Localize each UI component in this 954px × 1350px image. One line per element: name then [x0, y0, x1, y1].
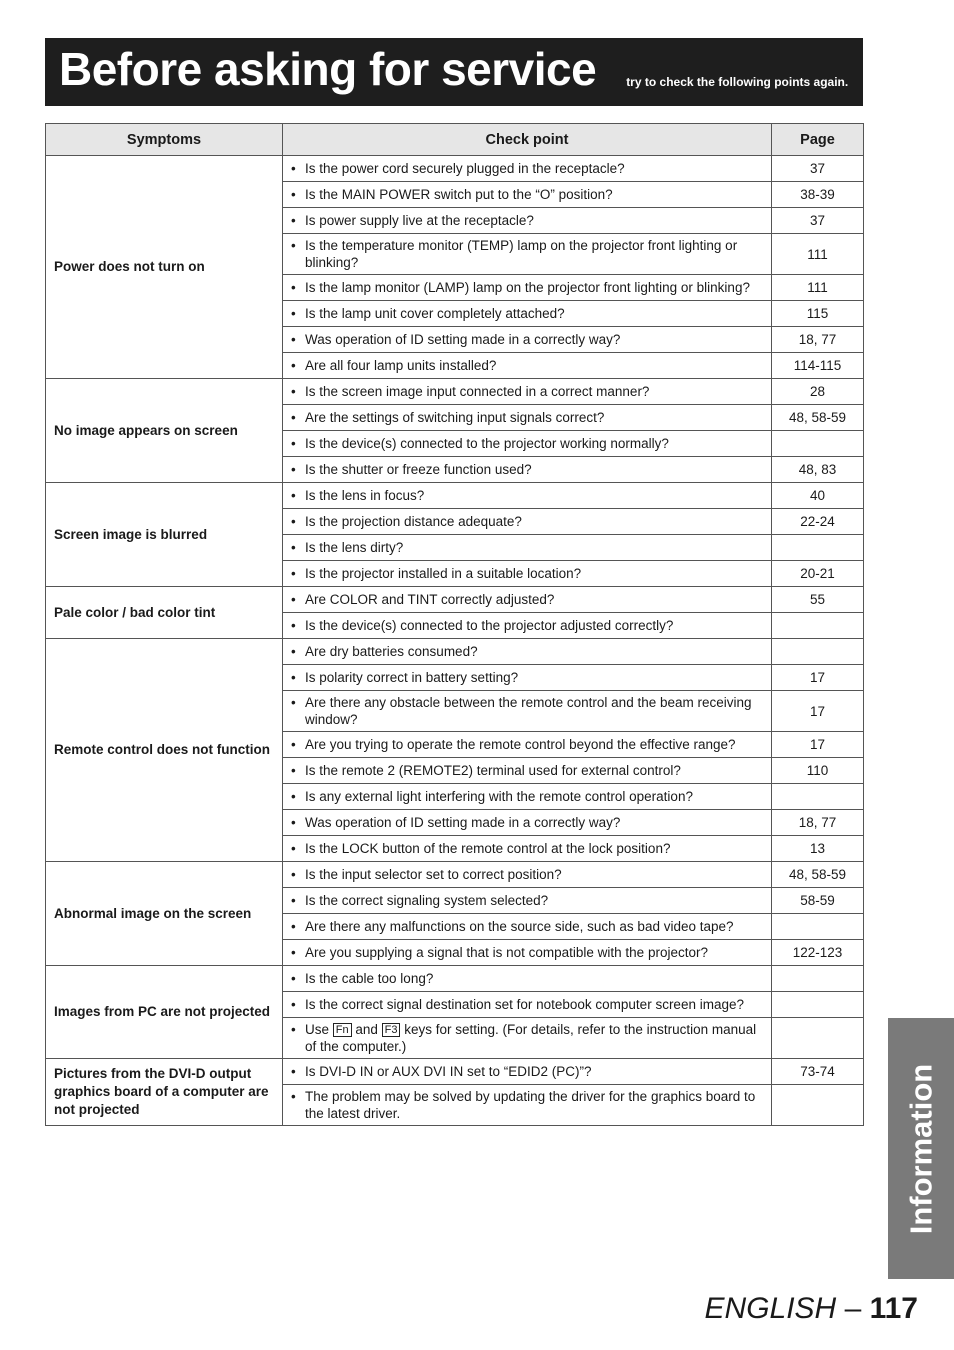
page-ref-cell: 37: [772, 156, 864, 182]
bullet-icon: •: [291, 893, 296, 908]
page-subtitle: try to check the following points again.: [626, 75, 849, 89]
symptom-cell: Pictures from the DVI-D output graphics board of a computer are not projected: [46, 1059, 283, 1126]
page-ref-cell: 48, 83: [772, 457, 864, 483]
check-point-text: Is the projection distance adequate?: [305, 514, 522, 529]
check-point-text: Is the remote 2 (REMOTE2) terminal used for external control?: [305, 763, 681, 778]
bullet-icon: •: [291, 763, 296, 778]
bullet-icon: •: [291, 566, 296, 581]
table-row: [46, 966, 864, 992]
check-item: [291, 591, 765, 608]
check-item: [291, 970, 765, 987]
check-point-text: Is the device(s) connected to the projector adjusted correctly?: [305, 618, 674, 633]
page-ref-cell: 48, 58-59: [772, 405, 864, 431]
bullet-icon: •: [291, 238, 296, 253]
bullet-icon: •: [291, 410, 296, 425]
check-point-text: Is the correct signaling system selected?: [305, 893, 549, 908]
page-ref-cell: 37: [772, 208, 864, 234]
bullet-icon: •: [291, 644, 296, 659]
page-title: Before asking for service: [59, 43, 597, 95]
check-point-cell: [283, 156, 772, 182]
page-header: [45, 38, 863, 106]
table-body: [46, 156, 864, 1126]
check-point-cell: [283, 301, 772, 327]
page-ref-cell: 13: [772, 836, 864, 862]
bullet-icon: •: [291, 1022, 296, 1037]
keyboard-key: F3: [382, 1023, 401, 1037]
page-ref-cell: [772, 1085, 864, 1126]
check-item: [291, 409, 765, 426]
check-point-text: Are there any malfunctions on the source side, such as bad video tape?: [305, 919, 734, 934]
check-point-cell: [283, 275, 772, 301]
check-item: [291, 1021, 765, 1055]
check-point-cell: [283, 1018, 772, 1059]
check-point-text: Is the cable too long?: [305, 971, 434, 986]
column-header-check-point: Check point: [283, 124, 772, 156]
check-point-text: Is the projector installed in a suitable location?: [305, 566, 582, 581]
check-point-text: Is the correct signal destination set for notebook computer screen image?: [305, 997, 744, 1012]
troubleshooting-table: [45, 123, 864, 1126]
page-ref-cell: [772, 914, 864, 940]
check-item: [291, 918, 765, 935]
check-item: [291, 669, 765, 686]
check-item: [291, 461, 765, 478]
check-item: [291, 565, 765, 582]
bullet-icon: •: [291, 488, 296, 503]
check-point-cell: [283, 940, 772, 966]
page-ref-cell: 17: [772, 665, 864, 691]
check-item: [291, 160, 765, 177]
check-point-cell: [283, 405, 772, 431]
check-point-cell: [283, 613, 772, 639]
check-item: [291, 736, 765, 753]
check-point-cell: [283, 784, 772, 810]
check-point-text-part: Use: [305, 1022, 333, 1037]
check-point-cell: [283, 208, 772, 234]
page-ref-cell: 73-74: [772, 1059, 864, 1085]
bullet-icon: •: [291, 384, 296, 399]
table-row: [46, 379, 864, 405]
check-point-cell: [283, 888, 772, 914]
page-ref-cell: 115: [772, 301, 864, 327]
bullet-icon: •: [291, 945, 296, 960]
check-item: [291, 212, 765, 229]
symptom-cell: Power does not turn on: [46, 156, 283, 379]
symptom-cell: No image appears on screen: [46, 379, 283, 483]
check-point-cell: [283, 535, 772, 561]
check-item: [291, 944, 765, 961]
check-point-cell: [283, 379, 772, 405]
footer-separator: –: [836, 1292, 870, 1325]
check-item: [291, 331, 765, 348]
check-item: [291, 305, 765, 322]
page-ref-cell: 17: [772, 691, 864, 732]
check-item: [291, 643, 765, 660]
bullet-icon: •: [291, 332, 296, 347]
symptom-cell: Images from PC are not projected: [46, 966, 283, 1059]
bullet-icon: •: [291, 436, 296, 451]
bullet-icon: •: [291, 971, 296, 986]
check-point-text: Is the lens dirty?: [305, 540, 404, 555]
check-point-cell: [283, 1085, 772, 1126]
check-item: [291, 814, 765, 831]
bullet-icon: •: [291, 841, 296, 856]
check-item: [291, 996, 765, 1013]
bullet-icon: •: [291, 919, 296, 934]
keyboard-key: Fn: [333, 1023, 352, 1037]
bullet-icon: •: [291, 358, 296, 373]
check-point-cell: [283, 483, 772, 509]
check-point-cell: [283, 966, 772, 992]
check-point-text: Is the lens in focus?: [305, 488, 425, 503]
check-item: [291, 237, 765, 271]
bullet-icon: •: [291, 592, 296, 607]
check-point-text: [305, 1021, 765, 1055]
page-ref-cell: [772, 639, 864, 665]
bullet-icon: •: [291, 670, 296, 685]
check-point-cell: [283, 758, 772, 784]
check-point-text: Is the power cord securely plugged in the receptacle?: [305, 161, 625, 176]
page-ref-cell: 111: [772, 275, 864, 301]
check-point-text: Is the input selector set to correct position?: [305, 867, 562, 882]
check-point-cell: [283, 639, 772, 665]
check-point-text: Was operation of ID setting made in a correctly way?: [305, 332, 621, 347]
check-item: [291, 513, 765, 530]
bullet-icon: •: [291, 514, 296, 529]
page-ref-cell: 18, 77: [772, 327, 864, 353]
check-point-cell: [283, 1059, 772, 1085]
table-row: [46, 156, 864, 182]
bullet-icon: •: [291, 462, 296, 477]
check-point-cell: [283, 509, 772, 535]
check-point-text: Is the LOCK button of the remote control at the lock position?: [305, 841, 671, 856]
check-point-text: Is polarity correct in battery setting?: [305, 670, 519, 685]
check-item: [291, 694, 765, 728]
page-ref-cell: [772, 1018, 864, 1059]
check-point-text: Is power supply live at the receptacle?: [305, 213, 534, 228]
symptom-cell: Remote control does not function: [46, 639, 283, 862]
check-point-text-part: keys for setting. (For details, refer to the instruction manual of the computer.): [305, 1022, 757, 1054]
check-item: [291, 762, 765, 779]
page-ref-cell: 28: [772, 379, 864, 405]
table-row: [46, 587, 864, 613]
check-point-text: Is the temperature monitor (TEMP) lamp on the projector front lighting or blinking?: [305, 238, 738, 270]
check-point-text: Was operation of ID setting made in a correctly way?: [305, 815, 621, 830]
column-header-symptoms: Symptoms: [46, 124, 283, 156]
table-row: [46, 639, 864, 665]
page-ref-cell: [772, 613, 864, 639]
check-point-cell: [283, 836, 772, 862]
check-point-cell: [283, 914, 772, 940]
page-ref-cell: 48, 58-59: [772, 862, 864, 888]
check-point-text: Are there any obstacle between the remote control and the beam receiving window?: [305, 695, 752, 727]
check-point-cell: [283, 810, 772, 836]
table-row: [46, 862, 864, 888]
check-point-text: Are dry batteries consumed?: [305, 644, 478, 659]
check-item: [291, 788, 765, 805]
check-item: [291, 866, 765, 883]
bullet-icon: •: [291, 213, 296, 228]
check-point-text: Are you supplying a signal that is not compatible with the projector?: [305, 945, 708, 960]
check-point-text: Is the shutter or freeze function used?: [305, 462, 532, 477]
check-point-text: Is the lamp monitor (LAMP) lamp on the projector front lighting or blinking?: [305, 280, 750, 295]
table-row: [46, 483, 864, 509]
check-point-text: Are COLOR and TINT correctly adjusted?: [305, 592, 555, 607]
check-point-cell: [283, 862, 772, 888]
table-row: [46, 1059, 864, 1085]
bullet-icon: •: [291, 1089, 296, 1104]
page-footer: [705, 1292, 918, 1326]
check-point-cell: [283, 182, 772, 208]
check-item: [291, 383, 765, 400]
check-item: [291, 279, 765, 296]
symptom-cell: Screen image is blurred: [46, 483, 283, 587]
check-point-cell: [283, 691, 772, 732]
check-point-text: Is the device(s) connected to the projector working normally?: [305, 436, 669, 451]
bullet-icon: •: [291, 161, 296, 176]
bullet-icon: •: [291, 867, 296, 882]
check-point-text: Is any external light interfering with the remote control operation?: [305, 789, 693, 804]
page-ref-cell: 18, 77: [772, 810, 864, 836]
page-ref-cell: 111: [772, 234, 864, 275]
page-ref-cell: 22-24: [772, 509, 864, 535]
check-point-text: Is DVI-D IN or AUX DVI IN set to “EDID2 (PC)”?: [305, 1064, 592, 1079]
check-point-text: Is the MAIN POWER switch put to the “O” position?: [305, 187, 613, 202]
check-point-cell: [283, 665, 772, 691]
bullet-icon: •: [291, 1064, 296, 1079]
check-item: [291, 487, 765, 504]
page-ref-cell: [772, 784, 864, 810]
check-point-text: Are all four lamp units installed?: [305, 358, 497, 373]
bullet-icon: •: [291, 997, 296, 1012]
check-item: [291, 1063, 765, 1080]
bullet-icon: •: [291, 187, 296, 202]
page-ref-cell: 122-123: [772, 940, 864, 966]
check-point-cell: [283, 587, 772, 613]
bullet-icon: •: [291, 280, 296, 295]
column-header-page: Page: [772, 124, 864, 156]
check-point-text: Is the lamp unit cover completely attached?: [305, 306, 565, 321]
page-ref-cell: 114-115: [772, 353, 864, 379]
check-item: [291, 539, 765, 556]
table-header-row: [46, 124, 864, 156]
check-point-text: The problem may be solved by updating the driver for the graphics board to the latest driver.: [305, 1089, 756, 1121]
check-point-text: Are the settings of switching input signals correct?: [305, 410, 605, 425]
check-point-cell: [283, 353, 772, 379]
page-ref-cell: [772, 966, 864, 992]
check-item: [291, 1088, 765, 1122]
check-item: [291, 357, 765, 374]
page-ref-cell: 110: [772, 758, 864, 784]
bullet-icon: •: [291, 789, 296, 804]
page-ref-cell: [772, 431, 864, 457]
bullet-icon: •: [291, 306, 296, 321]
check-point-cell: [283, 992, 772, 1018]
check-point-text: Is the screen image input connected in a correct manner?: [305, 384, 650, 399]
section-tab: [888, 1018, 954, 1279]
bullet-icon: •: [291, 815, 296, 830]
section-tab-label: Information: [903, 1063, 938, 1234]
check-point-cell: [283, 234, 772, 275]
page-number: 117: [869, 1292, 918, 1325]
check-point-text: Are you trying to operate the remote control beyond the effective range?: [305, 737, 736, 752]
check-point-cell: [283, 561, 772, 587]
bullet-icon: •: [291, 695, 296, 710]
page-ref-cell: 38-39: [772, 182, 864, 208]
bullet-icon: •: [291, 618, 296, 633]
check-item: [291, 435, 765, 452]
page-ref-cell: 58-59: [772, 888, 864, 914]
check-point-cell: [283, 431, 772, 457]
page-ref-cell: 20-21: [772, 561, 864, 587]
check-item: [291, 186, 765, 203]
symptom-cell: Abnormal image on the screen: [46, 862, 283, 966]
page-ref-cell: 40: [772, 483, 864, 509]
footer-language: ENGLISH: [704, 1292, 837, 1325]
symptom-cell: Pale color / bad color tint: [46, 587, 283, 639]
check-point-cell: [283, 457, 772, 483]
check-point-cell: [283, 327, 772, 353]
check-item: [291, 840, 765, 857]
bullet-icon: •: [291, 540, 296, 555]
check-item: [291, 892, 765, 909]
check-point-cell: [283, 732, 772, 758]
page-ref-cell: 17: [772, 732, 864, 758]
check-point-text-part: and: [351, 1022, 382, 1037]
page-ref-cell: [772, 535, 864, 561]
page-ref-cell: [772, 992, 864, 1018]
check-item: [291, 617, 765, 634]
bullet-icon: •: [291, 737, 296, 752]
page-ref-cell: 55: [772, 587, 864, 613]
